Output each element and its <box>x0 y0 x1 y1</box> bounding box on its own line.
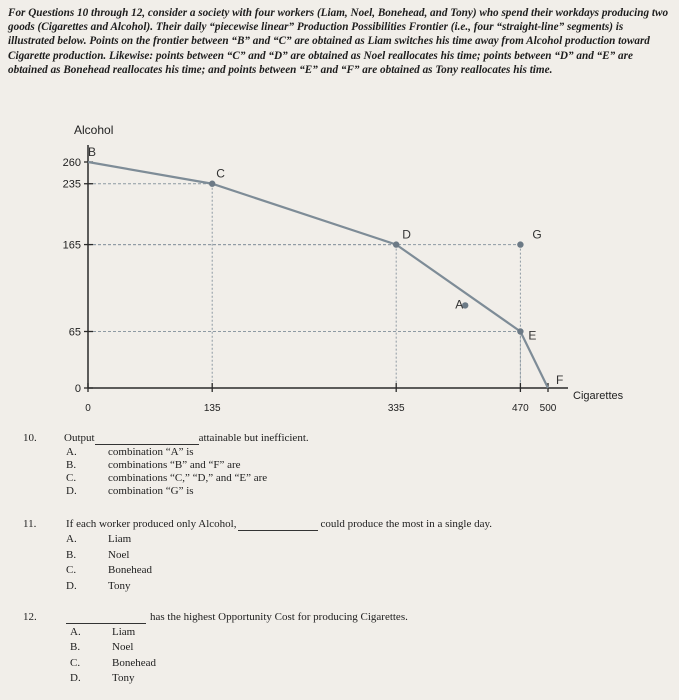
point-marker-g <box>517 241 523 247</box>
option[interactable]: A. Liam <box>70 626 136 638</box>
y-axis-label: Alcohol <box>74 123 114 137</box>
point-label-c: C <box>216 166 225 181</box>
point-label-e: E <box>528 328 537 343</box>
option[interactable]: B. Noel <box>70 641 134 653</box>
y-tick-label: 260 <box>62 157 81 169</box>
question-number: 11. <box>23 518 37 530</box>
option[interactable]: C. combinations “C,” “D,” and “E” are <box>66 472 268 484</box>
prompt-before: If each worker produced only Alcohol, <box>66 518 237 530</box>
intro-paragraph: For Questions 10 through 12, consider a society with four workers (Liam, Noel, Bonehead, and Tony) who spend their workdays producing two goods (Cigarettes and Alcohol). Their daily “piecewise linear” Production Possibilities Frontier (i.e., four “straight-line” segments) is illustrated below. Points on the frontier between “B” and “C” are obtained as Liam switches his time away from Alcohol production toward Cigarette production. Likewise: points between “C” and “D” are obtained as Noel reallocates his time; points between “D” and “E” are obtained as Bonehead reallocates his time; and points between “E” and “F” are obtained as Tony reallocates his time. <box>8 7 669 76</box>
prompt-before: Output <box>64 432 95 444</box>
point-marker-c <box>209 181 215 187</box>
point-label-a: A <box>455 297 464 312</box>
option[interactable]: D. Tony <box>70 672 135 684</box>
x-tick-label: 335 <box>387 403 405 414</box>
x-tick-label: 500 <box>539 403 557 414</box>
question-number: 10. <box>23 432 37 444</box>
point-label-f: F <box>556 373 564 387</box>
point-label-g: G <box>532 227 542 242</box>
y-tick-label: 165 <box>62 239 81 252</box>
prompt-after: attainable but inefficient. <box>198 432 309 444</box>
question-number: 12. <box>23 611 37 623</box>
option[interactable]: D. combination “G” is <box>66 485 194 497</box>
option[interactable]: A. combination “A” is <box>66 446 194 458</box>
point-label-d: D <box>402 227 411 242</box>
option[interactable]: B. Noel <box>66 549 130 561</box>
x-tick-label: 135 <box>203 403 221 414</box>
point-marker-d <box>393 241 399 247</box>
ppf-frontier-line <box>88 162 548 388</box>
option[interactable]: C. Bonehead <box>66 564 152 576</box>
option[interactable]: A. Liam <box>66 533 132 545</box>
option[interactable]: D. Tony <box>66 580 131 592</box>
prompt-after: has the highest Opportunity Cost for producing Cigarettes. <box>150 611 408 623</box>
x-axis-label: Cigarettes <box>573 390 624 402</box>
option[interactable]: B. combinations “B” and “F” are <box>66 459 241 471</box>
option[interactable]: C. Bonehead <box>70 657 156 669</box>
x-tick-label: 0 <box>85 403 91 414</box>
y-tick-label: 65 <box>68 326 81 339</box>
point-label-b: B <box>88 145 97 159</box>
x-tick-label: 470 <box>512 403 529 414</box>
y-tick-label: 235 <box>62 178 81 191</box>
point-marker-e <box>517 328 523 334</box>
prompt-after: could produce the most in a single day. <box>320 518 493 530</box>
y-tick-label: 0 <box>74 383 81 395</box>
